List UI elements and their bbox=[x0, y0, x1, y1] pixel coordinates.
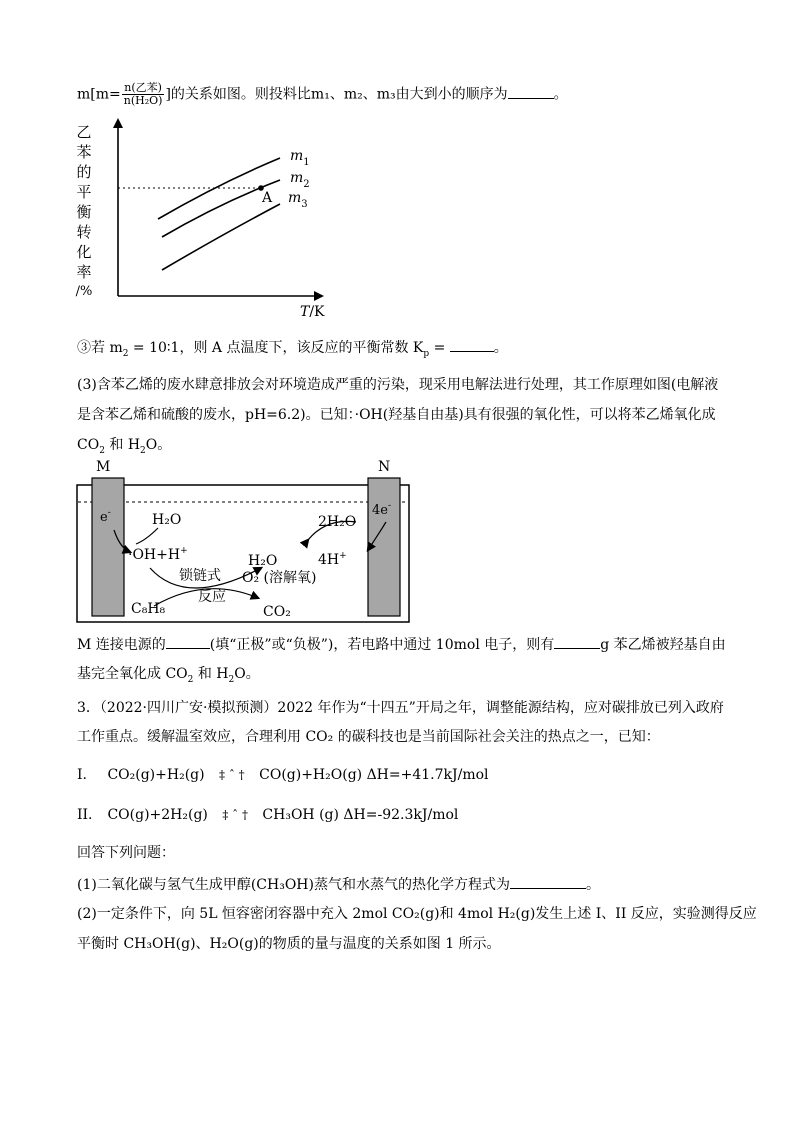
m-connect-text: M 连接电源的 bbox=[77, 637, 166, 653]
kp-sub: p bbox=[423, 348, 430, 359]
curve-m3 bbox=[162, 204, 280, 270]
h2-sub-2: 2 bbox=[228, 674, 235, 685]
label-m1: $m_1$ bbox=[290, 148, 310, 168]
eq1-right: CO(g)+H₂O(g) ΔH=+41.7kJ/mol bbox=[259, 767, 489, 783]
eq1-arrow: ‡ ˆ † bbox=[219, 768, 245, 782]
label-n: N bbox=[378, 459, 391, 475]
sub1-end: 。 bbox=[585, 877, 600, 893]
label-m3: $m_3$ bbox=[288, 190, 308, 210]
var-m3: m₃ bbox=[376, 86, 396, 103]
ratio-numerator: n(乙苯) bbox=[122, 82, 165, 95]
var-m2: m₂ bbox=[343, 86, 363, 103]
ratio-denominator: n(H₂O) bbox=[123, 94, 163, 107]
answer-blank-grams[interactable] bbox=[554, 634, 600, 649]
oh-h: ·OH+H+ bbox=[128, 546, 188, 563]
c8h8-label: C₈H₈ bbox=[131, 601, 166, 617]
y-char: 平 bbox=[76, 183, 92, 201]
eq2-arrow: ‡ ˆ † bbox=[222, 808, 248, 822]
sub1-text: (1)二氧化碳与氢气生成甲醇(CH₃OH)蒸气和水蒸气的热化学方程式为 bbox=[77, 877, 510, 893]
y-char: 率 bbox=[76, 263, 92, 281]
answer-prompt: 回答下列问题： bbox=[77, 845, 175, 861]
p3-line1: (3)含苯乙烯的废水肆意排放会对环境造成严重的污染，现采用电解法进行处理，其工作原理如图(电解液 bbox=[77, 377, 719, 393]
and-h-text: 和 H bbox=[104, 437, 141, 453]
y-char: 衡 bbox=[76, 203, 92, 221]
y-char: 苯 bbox=[76, 143, 92, 161]
ratio-suffix: ]的关系如图。则投料比 bbox=[165, 86, 311, 103]
ratio-fraction bbox=[122, 82, 165, 107]
electrode-n bbox=[368, 478, 400, 616]
label-m: M bbox=[96, 459, 111, 475]
ratio-prefix: m[m= bbox=[77, 86, 121, 103]
four-e: 4e- bbox=[372, 501, 392, 518]
grams-tail: g 苯乙烯被羟基自由 bbox=[600, 637, 726, 653]
co2-label: CO₂ bbox=[263, 604, 291, 620]
eq2-right: CH₃OH (g) ΔH=-92.3kJ/mol bbox=[262, 807, 459, 823]
h2-sub: 2 bbox=[140, 445, 146, 456]
eq1-left: CO₂(g)+H₂(g) bbox=[107, 767, 205, 783]
two-h2o: 2H₂O bbox=[318, 514, 357, 530]
q3-sub2-line2: 平衡时 CH₃OH(g)、H₂O(g)的物质的量与温度的关系如图 1 所示。 bbox=[77, 936, 501, 952]
arrow-h2o-down bbox=[136, 528, 158, 544]
four-h: 4H+ bbox=[318, 551, 347, 568]
circle-three: ③ bbox=[77, 340, 91, 356]
q2-intro-line: m[m= $\frac{\text{n(乙苯)}}{\text{n(H₂O)}}$ ]的关系如图。则投料比m₁、m₂、m₃由大到小的顺序为 。 bbox=[77, 81, 568, 107]
eq2-left: CO(g)+2H₂(g) bbox=[107, 807, 208, 823]
y-char: 转 bbox=[76, 223, 92, 241]
o-end: O。 bbox=[145, 437, 172, 453]
y-axis-arrow bbox=[113, 118, 123, 128]
eq1-label: I. bbox=[77, 767, 87, 783]
y-char: 化 bbox=[76, 243, 92, 261]
answer-blank-order[interactable] bbox=[508, 84, 554, 99]
q3-sub1 bbox=[77, 874, 600, 895]
o2-label: O₂ (溶解氧) bbox=[242, 570, 317, 586]
co2-text: CO bbox=[77, 437, 100, 453]
sub3-sub: 2 bbox=[122, 348, 129, 359]
y-char: /% bbox=[75, 284, 93, 299]
sub3-text-a: 若 m bbox=[91, 340, 123, 356]
chain-label: 锁链式 bbox=[179, 568, 221, 584]
graph1-y-label bbox=[74, 122, 94, 302]
oxidize-text: 基完全氧化成 CO bbox=[77, 666, 188, 682]
answer-blank-pole[interactable] bbox=[166, 634, 210, 649]
p3-line3 bbox=[77, 435, 171, 461]
and-h-text-2: 和 H bbox=[193, 666, 229, 682]
h2o-top: H₂O bbox=[152, 512, 182, 528]
h2o-mid: H₂O bbox=[248, 553, 278, 569]
p3-line2: 是含苯乙烯和硫酸的废水，pH=6.2)。已知：·OH(羟基自由基)具有很强的氧化性，可以将苯乙烯氧化成 bbox=[77, 407, 716, 423]
o-end-2: O。 bbox=[234, 666, 260, 682]
y-char: 乙 bbox=[76, 123, 92, 141]
electrolysis-diagram bbox=[76, 458, 416, 626]
x-axis-label: T/K bbox=[300, 304, 325, 320]
y-char: 的 bbox=[76, 163, 92, 181]
electrode-m bbox=[92, 478, 124, 616]
conversion-graph bbox=[100, 118, 340, 323]
reaction-label: 反应 bbox=[198, 589, 226, 605]
co2-sub-2: 2 bbox=[187, 674, 194, 685]
e-left: e- bbox=[100, 508, 111, 525]
co2-sub: 2 bbox=[99, 445, 105, 456]
eq2-label: II. bbox=[77, 807, 93, 823]
sub3-text-b: = 10∶1，则 A 点温度下，该反应的平衡常数 K bbox=[128, 340, 424, 356]
equation-1 bbox=[77, 765, 489, 785]
q3-sub2-line1: (2)一定条件下，向 5L 恒容密闭容器中充入 2mol CO₂(g)和 4mol H₂(g)发生上述 I、II 反应，实验测得反应 bbox=[77, 906, 757, 922]
answer-blank-equation[interactable] bbox=[510, 874, 586, 889]
p3-after-line2 bbox=[77, 664, 260, 690]
equation-2 bbox=[77, 805, 458, 825]
var-m1: m₁ bbox=[310, 86, 330, 103]
label-m2: $m_2$ bbox=[290, 170, 310, 190]
answer-blank-kp[interactable] bbox=[450, 337, 494, 352]
sub3-text-c: = bbox=[429, 340, 450, 356]
sub3-end: 。 bbox=[493, 340, 508, 356]
fill-hint-text: (填“正极”或“负极”)，若电路中通过 10mol 电子，则有 bbox=[209, 637, 555, 653]
line-end: 。 bbox=[553, 86, 568, 103]
q3-line1: 3．（2022·四川广安·模拟预测）2022 年作为“十四五”开局之年，调整能源结构，应对碳排放已列入政府 bbox=[77, 700, 724, 716]
tank bbox=[77, 485, 409, 622]
q2-sub3-line bbox=[77, 337, 508, 364]
x-axis-arrow bbox=[314, 291, 324, 301]
q3-line2: 工作重点。缓解温室效应，合理利用 CO₂ 的碳科技也是当前国际社会关注的热点之一，已知： bbox=[77, 729, 660, 745]
order-text: 由大到小的顺序为 bbox=[395, 86, 508, 103]
point-a-label: A bbox=[262, 190, 273, 206]
p3-after-line1 bbox=[77, 634, 726, 655]
